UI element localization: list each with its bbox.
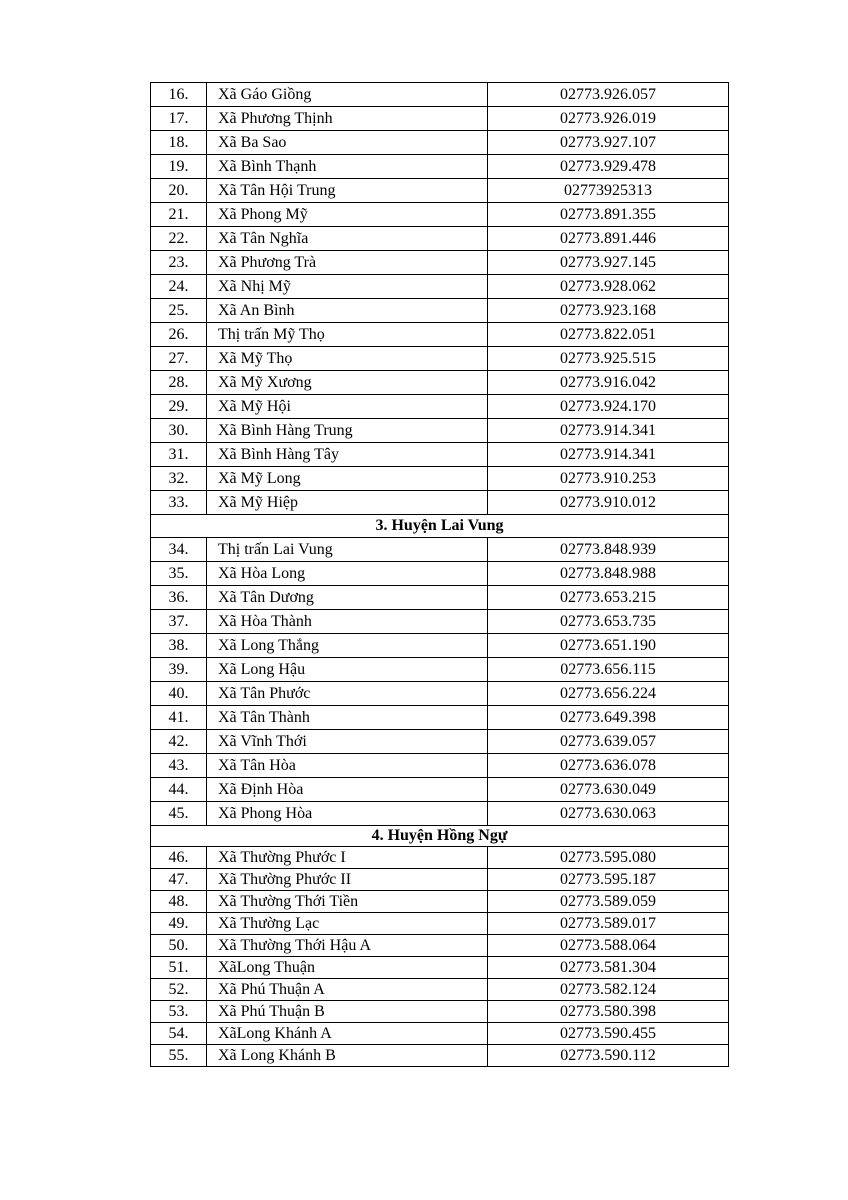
- table-row: [151, 610, 729, 634]
- phone-number: 02773.653.215: [488, 586, 729, 610]
- phone-number: 02773.589.017: [488, 913, 729, 935]
- row-number: 41.: [151, 706, 207, 730]
- table-row: [151, 323, 729, 347]
- commune-name: Thị trấn Lai Vung: [207, 538, 488, 562]
- row-number: 30.: [151, 419, 207, 443]
- table-row: [151, 443, 729, 467]
- row-number: 40.: [151, 682, 207, 706]
- phone-number: 02773.630.063: [488, 802, 729, 826]
- row-number: 17.: [151, 107, 207, 131]
- table-row: [151, 562, 729, 586]
- table-row: [151, 957, 729, 979]
- table-row: [151, 251, 729, 275]
- phone-number: 02773.848.988: [488, 562, 729, 586]
- row-number: 18.: [151, 131, 207, 155]
- phone-number: 02773.656.224: [488, 682, 729, 706]
- phone-number: 02773.595.080: [488, 847, 729, 869]
- commune-name: Xã Mỹ Xương: [207, 371, 488, 395]
- contact-table: [150, 82, 729, 1067]
- commune-name: XãLong Khánh A: [207, 1023, 488, 1045]
- phone-number: 02773.656.115: [488, 658, 729, 682]
- commune-name: Xã Ba Sao: [207, 131, 488, 155]
- phone-number: 02773.630.049: [488, 778, 729, 802]
- table-row: [151, 979, 729, 1001]
- phone-number: 02773.916.042: [488, 371, 729, 395]
- row-number: 50.: [151, 935, 207, 957]
- phone-number: 02773.927.145: [488, 251, 729, 275]
- row-number: 32.: [151, 467, 207, 491]
- table-row: [151, 299, 729, 323]
- contact-table-body: [151, 83, 729, 1067]
- commune-name: Thị trấn Mỹ Thọ: [207, 323, 488, 347]
- commune-name: Xã Tân Dương: [207, 586, 488, 610]
- row-number: 19.: [151, 155, 207, 179]
- row-number: 33.: [151, 491, 207, 515]
- phone-number: 02773.636.078: [488, 754, 729, 778]
- table-row: [151, 275, 729, 299]
- row-number: 49.: [151, 913, 207, 935]
- row-number: 39.: [151, 658, 207, 682]
- commune-name: Xã Thường Lạc: [207, 913, 488, 935]
- section-heading: 4. Huyện Hồng Ngự: [151, 826, 729, 847]
- row-number: 42.: [151, 730, 207, 754]
- commune-name: Xã Tân Hội Trung: [207, 179, 488, 203]
- row-number: 21.: [151, 203, 207, 227]
- table-row: [151, 913, 729, 935]
- phone-number: 02773.590.112: [488, 1045, 729, 1067]
- phone-number: 02773.588.064: [488, 935, 729, 957]
- row-number: 51.: [151, 957, 207, 979]
- table-row: [151, 730, 729, 754]
- commune-name: Xã Phú Thuận B: [207, 1001, 488, 1023]
- row-number: 47.: [151, 869, 207, 891]
- phone-number: 02773.914.341: [488, 443, 729, 467]
- commune-name: Xã Phương Trà: [207, 251, 488, 275]
- commune-name: Xã An Bình: [207, 299, 488, 323]
- row-number: 43.: [151, 754, 207, 778]
- row-number: 22.: [151, 227, 207, 251]
- phone-number: 02773.653.735: [488, 610, 729, 634]
- table-row: [151, 467, 729, 491]
- table-row: [151, 706, 729, 730]
- table-row: [151, 891, 729, 913]
- commune-name: Xã Tân Thành: [207, 706, 488, 730]
- commune-name: Xã Thường Thới Tiền: [207, 891, 488, 913]
- table-row: [151, 419, 729, 443]
- table-row: [151, 1045, 729, 1067]
- row-number: 35.: [151, 562, 207, 586]
- commune-name: Xã Mỹ Hội: [207, 395, 488, 419]
- table-row: [151, 155, 729, 179]
- phone-number: 02773925313: [488, 179, 729, 203]
- table-row: [151, 754, 729, 778]
- table-row: [151, 179, 729, 203]
- row-number: 25.: [151, 299, 207, 323]
- table-row: [151, 371, 729, 395]
- table-row: [151, 107, 729, 131]
- row-number: 36.: [151, 586, 207, 610]
- row-number: 16.: [151, 83, 207, 107]
- phone-number: 02773.925.515: [488, 347, 729, 371]
- commune-name: Xã Phú Thuận A: [207, 979, 488, 1001]
- row-number: 54.: [151, 1023, 207, 1045]
- table-row: [151, 935, 729, 957]
- phone-number: 02773.891.355: [488, 203, 729, 227]
- commune-name: Xã Hòa Long: [207, 562, 488, 586]
- table-row: [151, 538, 729, 562]
- phone-number: 02773.926.057: [488, 83, 729, 107]
- row-number: 27.: [151, 347, 207, 371]
- row-number: 20.: [151, 179, 207, 203]
- row-number: 38.: [151, 634, 207, 658]
- commune-name: Xã Nhị Mỹ: [207, 275, 488, 299]
- commune-name: Xã Thường Phước II: [207, 869, 488, 891]
- commune-name: XãLong Thuận: [207, 957, 488, 979]
- commune-name: Xã Bình Hàng Tây: [207, 443, 488, 467]
- section-heading-row: [151, 515, 729, 538]
- table-row: [151, 347, 729, 371]
- phone-number: 02773.580.398: [488, 1001, 729, 1023]
- commune-name: Xã Long Khánh B: [207, 1045, 488, 1067]
- phone-number: 02773.582.124: [488, 979, 729, 1001]
- phone-number: 02773.590.455: [488, 1023, 729, 1045]
- table-row: [151, 869, 729, 891]
- phone-number: 02773.929.478: [488, 155, 729, 179]
- row-number: 46.: [151, 847, 207, 869]
- phone-number: 02773.848.939: [488, 538, 729, 562]
- phone-number: 02773.649.398: [488, 706, 729, 730]
- section-heading: 3. Huyện Lai Vung: [151, 515, 729, 538]
- row-number: 23.: [151, 251, 207, 275]
- row-number: 44.: [151, 778, 207, 802]
- table-row: [151, 778, 729, 802]
- commune-name: Xã Phong Mỹ: [207, 203, 488, 227]
- row-number: 53.: [151, 1001, 207, 1023]
- phone-number: 02773.639.057: [488, 730, 729, 754]
- table-row: [151, 1023, 729, 1045]
- phone-number: 02773.595.187: [488, 869, 729, 891]
- table-row: [151, 634, 729, 658]
- commune-name: Xã Vĩnh Thới: [207, 730, 488, 754]
- phone-number: 02773.924.170: [488, 395, 729, 419]
- commune-name: Xã Mỹ Long: [207, 467, 488, 491]
- row-number: 28.: [151, 371, 207, 395]
- row-number: 34.: [151, 538, 207, 562]
- table-row: [151, 1001, 729, 1023]
- commune-name: Xã Thường Thới Hậu A: [207, 935, 488, 957]
- table-row: [151, 83, 729, 107]
- commune-name: Xã Gáo Giồng: [207, 83, 488, 107]
- commune-name: Xã Long Hậu: [207, 658, 488, 682]
- phone-number: 02773.926.019: [488, 107, 729, 131]
- phone-number: 02773.914.341: [488, 419, 729, 443]
- commune-name: Xã Định Hòa: [207, 778, 488, 802]
- phone-number: 02773.927.107: [488, 131, 729, 155]
- table-row: [151, 491, 729, 515]
- row-number: 31.: [151, 443, 207, 467]
- commune-name: Xã Thường Phước I: [207, 847, 488, 869]
- row-number: 26.: [151, 323, 207, 347]
- table-row: [151, 131, 729, 155]
- commune-name: Xã Tân Nghĩa: [207, 227, 488, 251]
- phone-number: 02773.910.012: [488, 491, 729, 515]
- table-row: [151, 586, 729, 610]
- phone-number: 02773.910.253: [488, 467, 729, 491]
- phone-number: 02773.651.190: [488, 634, 729, 658]
- commune-name: Xã Phong Hòa: [207, 802, 488, 826]
- row-number: 24.: [151, 275, 207, 299]
- phone-number: 02773.822.051: [488, 323, 729, 347]
- table-row: [151, 395, 729, 419]
- commune-name: Xã Tân Phước: [207, 682, 488, 706]
- row-number: 48.: [151, 891, 207, 913]
- row-number: 52.: [151, 979, 207, 1001]
- commune-name: Xã Phương Thịnh: [207, 107, 488, 131]
- table-row: [151, 203, 729, 227]
- table-row: [151, 227, 729, 251]
- commune-name: Xã Bình Thạnh: [207, 155, 488, 179]
- phone-number: 02773.589.059: [488, 891, 729, 913]
- commune-name: Xã Mỹ Hiệp: [207, 491, 488, 515]
- phone-number: 02773.923.168: [488, 299, 729, 323]
- table-row: [151, 847, 729, 869]
- commune-name: Xã Bình Hàng Trung: [207, 419, 488, 443]
- row-number: 29.: [151, 395, 207, 419]
- row-number: 45.: [151, 802, 207, 826]
- commune-name: Xã Hòa Thành: [207, 610, 488, 634]
- phone-number: 02773.891.446: [488, 227, 729, 251]
- row-number: 37.: [151, 610, 207, 634]
- phone-number: 02773.581.304: [488, 957, 729, 979]
- commune-name: Xã Mỹ Thọ: [207, 347, 488, 371]
- section-heading-row: [151, 826, 729, 847]
- phone-number: 02773.928.062: [488, 275, 729, 299]
- table-row: [151, 658, 729, 682]
- commune-name: Xã Long Thắng: [207, 634, 488, 658]
- table-row: [151, 802, 729, 826]
- commune-name: Xã Tân Hòa: [207, 754, 488, 778]
- row-number: 55.: [151, 1045, 207, 1067]
- table-row: [151, 682, 729, 706]
